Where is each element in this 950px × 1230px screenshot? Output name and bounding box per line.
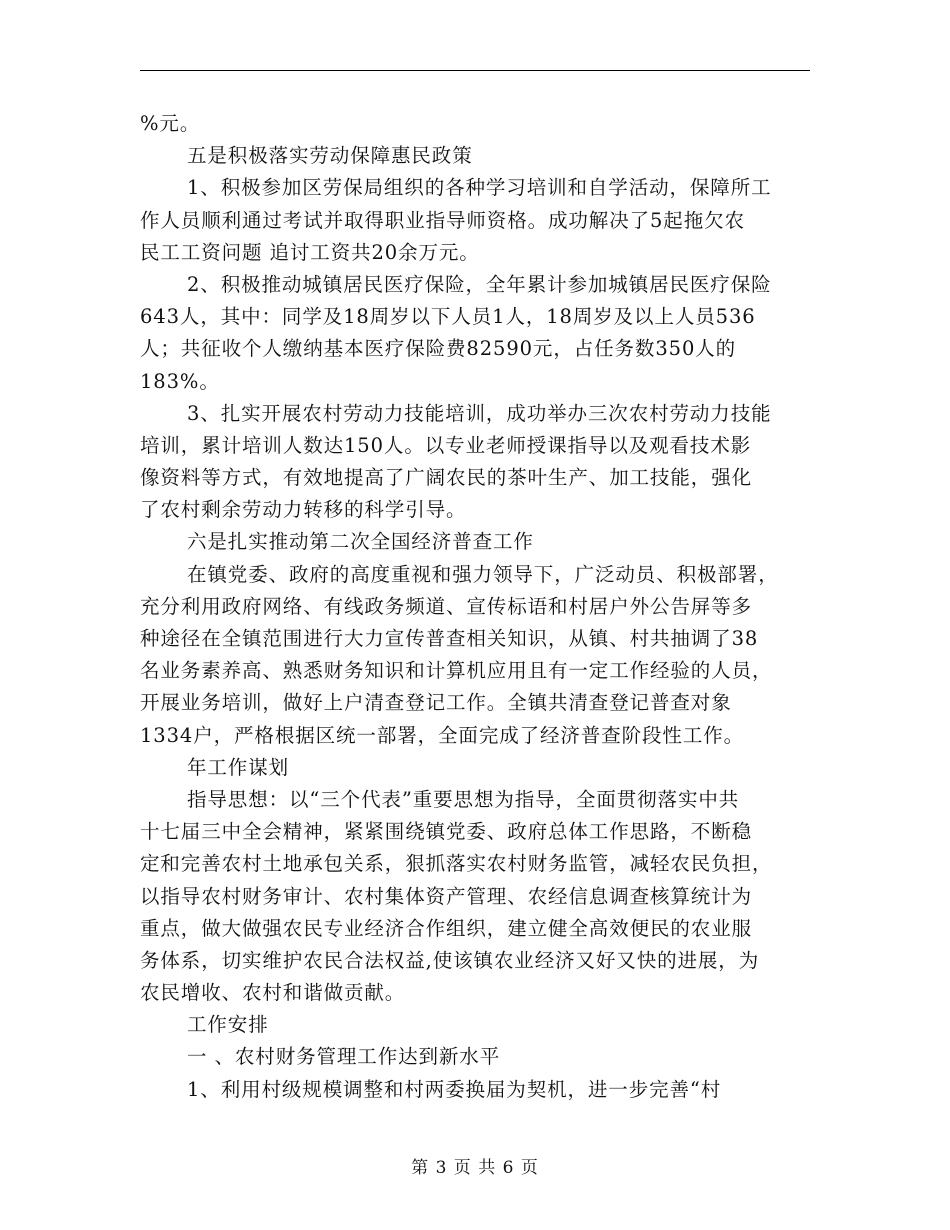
- section-heading: 工作安排: [187, 1013, 269, 1037]
- section-heading: 六是扎实推动第二次全国经济普查工作: [187, 530, 534, 554]
- paragraph-line: 农民增收、农村和谐做贡献。: [140, 981, 406, 1005]
- text-line: %元。: [140, 112, 201, 135]
- paragraph-line: 培训，累计培训人数达150人。以专业老师授课指导以及观看技术影: [140, 433, 752, 457]
- paragraph-line: 人；共征收个人缴纳基本医疗保险费82590元，占任务数350人的: [140, 337, 737, 361]
- paragraph-line: 务体系，切实维护农民合法权益,使该镇农业经济又好又快的进展，为: [140, 948, 760, 972]
- paragraph-line: 民工工资问题 追讨工资共20余万元。: [140, 240, 480, 264]
- paragraph-line: 183%。: [140, 369, 220, 393]
- paragraph-line: 3、扎实开展农村劳动力技能培训，成功举办三次农村劳动力技能: [187, 401, 772, 425]
- paragraph-line: 十七届三中全会精神，紧紧围绕镇党委、政府总体工作思路，不断稳: [140, 820, 753, 844]
- document-body: [140, 108, 810, 1106]
- paragraph-line: 种途径在全镇范围进行大力宣传普查相关知识，从镇、村共抽调了38: [140, 627, 759, 650]
- section-heading: 年工作谋划: [187, 755, 290, 779]
- paragraph-line: 1、利用村级规模调整和村两委换届为契机，进一步完善“村: [187, 1077, 722, 1101]
- section-heading: 五是积极落实劳动保障惠民政策: [187, 144, 473, 168]
- header-rule: [140, 70, 810, 71]
- paragraph-line: 充分利用政府网络、有线政务频道、宣传标语和村居户外公告屏等多: [140, 594, 753, 618]
- paragraph-line: 1334户，严格根据区统一部署，全面完成了经济普查阶段性工作。: [140, 723, 745, 747]
- paragraph-line: 指导思想：以“三个代表”重要思想为指导，全面贯彻落实中共: [187, 787, 740, 811]
- paragraph-line: 作人员顺利通过考试并取得职业指导师资格。成功解决了5起拖欠农: [140, 208, 745, 232]
- paragraph-line: 重点，做大做强农民专业经济合作组织，建立健全高效便民的农业服: [140, 916, 753, 940]
- paragraph-line: 在镇党委、政府的高度重视和强力领导下，广泛动员、积极部署，: [187, 562, 779, 586]
- paragraph-line: 643人，其中：同学及18周岁以下人员1人，18周岁及以上人员536: [140, 305, 756, 329]
- paragraph-line: 像资料等方式，有效地提高了广阔农民的茶叶生产、加工技能，强化: [140, 466, 753, 490]
- paragraph-line: 2、积极推动城镇居民医疗保险，全年累计参加城镇居民医疗保险: [187, 272, 772, 296]
- paragraph-line: 名业务素养高、熟悉财务知识和计算机应用且有一定工作经验的人员，: [140, 659, 773, 683]
- paragraph-line: 1、积极参加区劳保局组织的各种学习培训和自学活动，保障所工: [187, 176, 772, 200]
- paragraph-line: 了农村剩余劳动力转移的科学引导。: [140, 498, 467, 522]
- paragraph-line: 以指导农村财务审计、农村集体资产管理、农经信息调查核算统计为: [140, 884, 753, 908]
- section-heading: 一 、农村财务管理工作达到新水平: [187, 1045, 501, 1069]
- page-number-footer: 第 3 页 共 6 页: [411, 1158, 539, 1178]
- paragraph-line: 开展业务培训，做好上户清查登记工作。全镇共清查登记普查对象: [140, 691, 732, 715]
- paragraph-line: 定和完善农村土地承包关系，狠抓落实农村财务监管，减轻农民负担，: [140, 852, 773, 876]
